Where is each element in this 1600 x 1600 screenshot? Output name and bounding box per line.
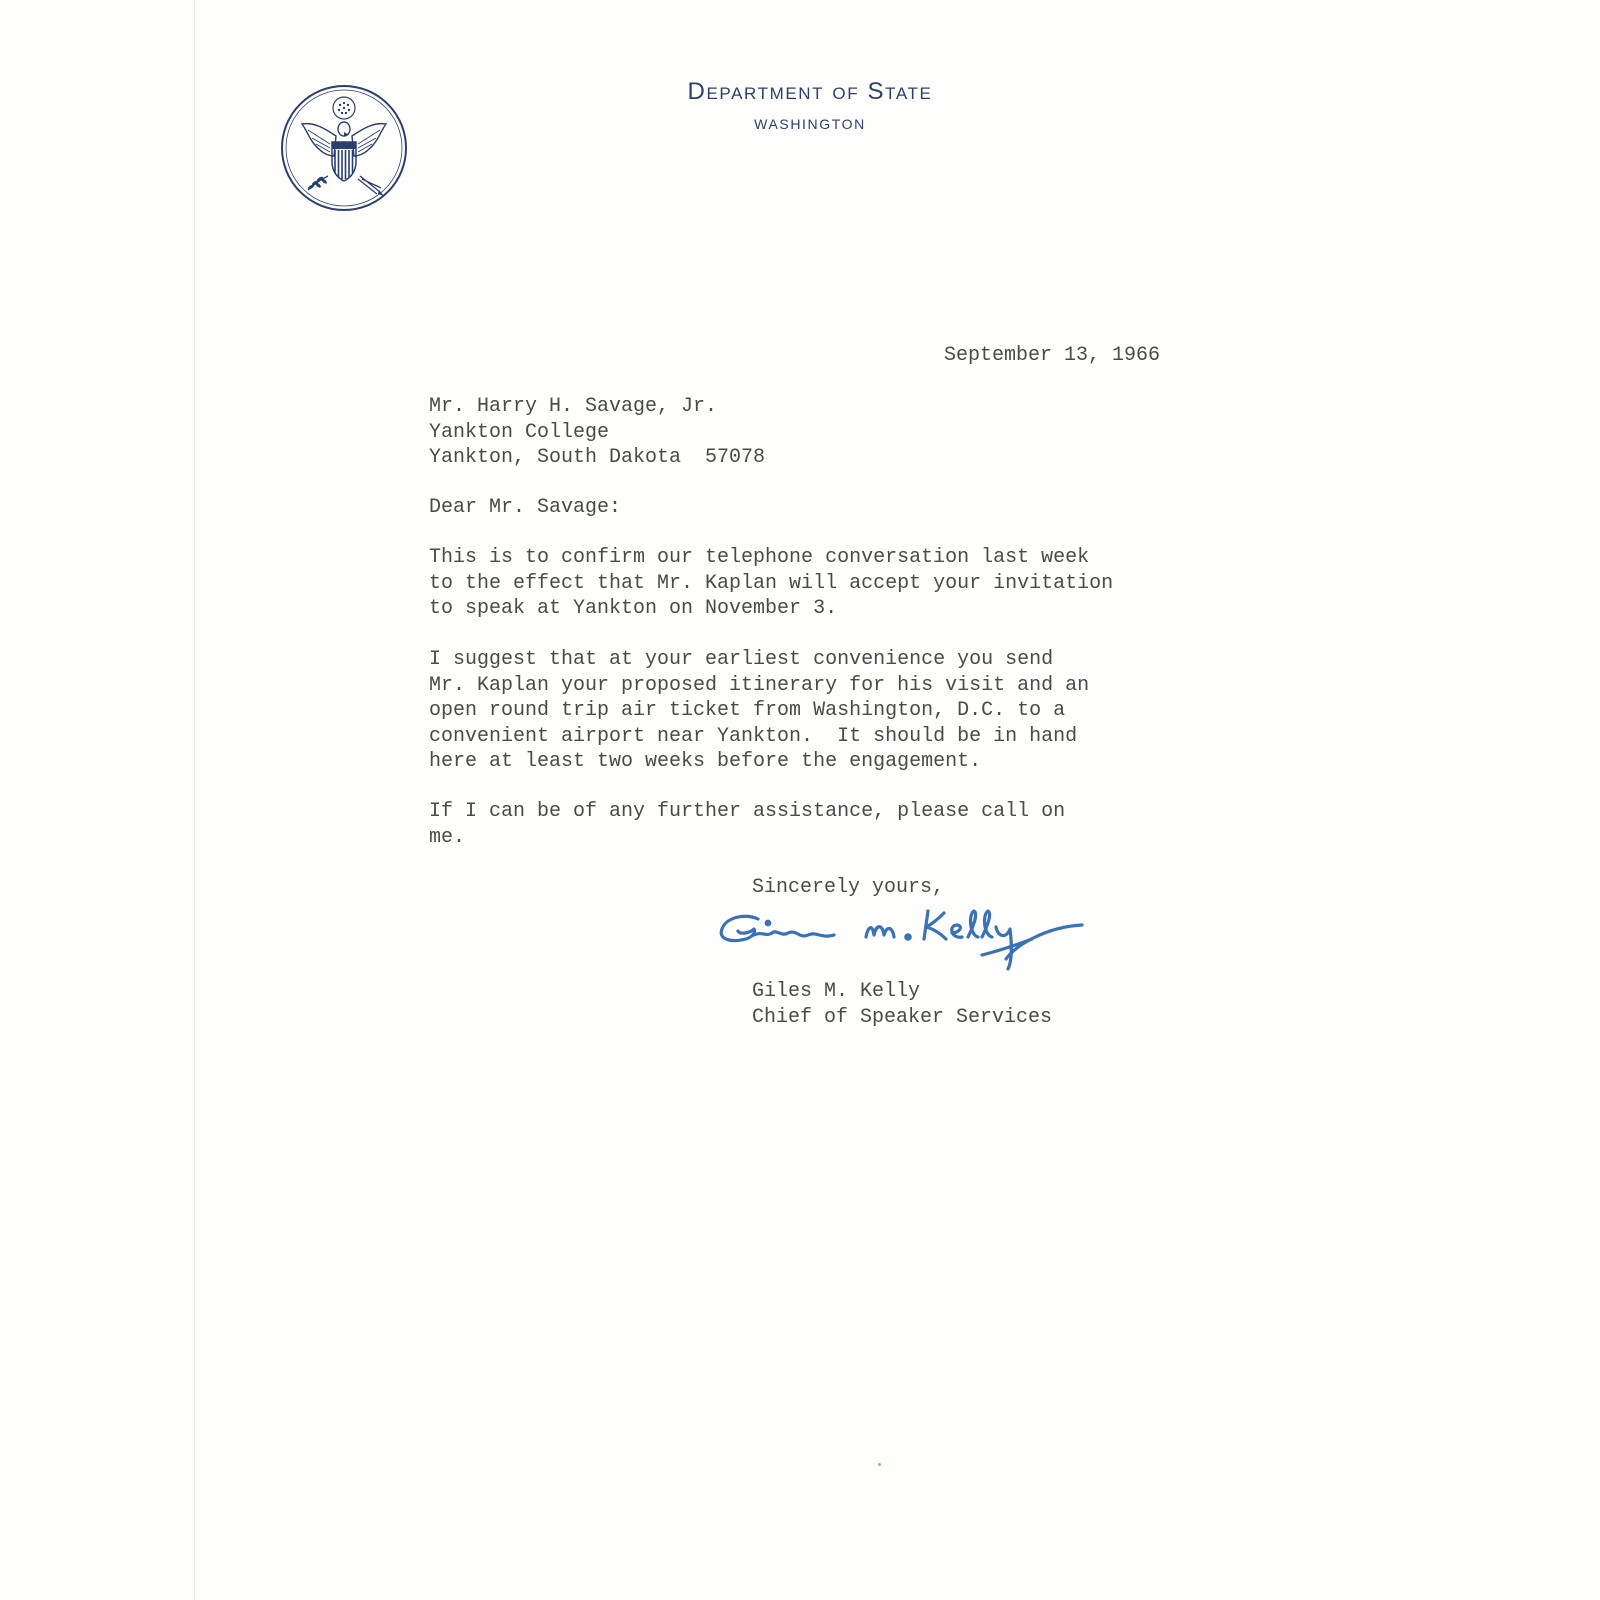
recipient-address: Mr. Harry H. Savage, Jr. Yankton College Yankton, South Dakota 57078 (429, 395, 766, 469)
body-paragraph-2: I suggest that at your earliest convenience you send Mr. Kaplan your proposed itinerary for his visit and an open round trip air ticket from Washington, D.C. to a convenient airport near Yankton. It should be in hand here at least two weeks before the engagement. (429, 648, 1090, 773)
paper-speck (878, 1463, 881, 1466)
complimentary-closing: Sincerely yours, (752, 876, 945, 899)
paper-edge (194, 0, 195, 1600)
letterhead-city: WASHINGTON (754, 116, 866, 132)
letterhead-title: Department of State (687, 78, 933, 105)
salutation: Dear Mr. Savage: (429, 496, 622, 519)
body-paragraph-1: This is to confirm our telephone conversation last week to the effect that Mr. Kaplan will accept your invitation to speak at Yankton on November 3. (429, 546, 1114, 620)
letter-date: September 13, 1966 (944, 344, 1161, 367)
signer-block: Giles M. Kelly Chief of Speaker Services (752, 980, 1053, 1029)
great-seal-icon (280, 84, 408, 212)
body-paragraph-3: If I can be of any further assistance, please call on me. (429, 800, 1066, 849)
